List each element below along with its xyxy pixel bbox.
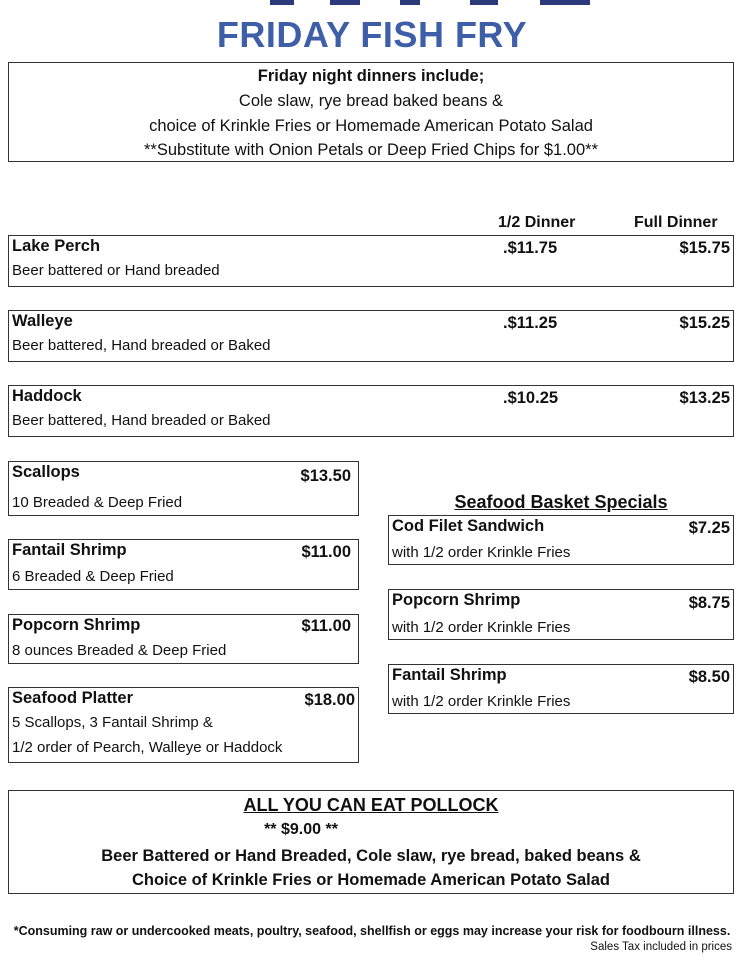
- half-price: .$11.75: [503, 239, 558, 257]
- menu-title: FRIDAY FISH FRY: [216, 14, 528, 55]
- item-seafood-platter: [8, 687, 359, 763]
- half-price: .$11.25: [503, 314, 558, 332]
- dinner-row-haddock: [8, 385, 734, 437]
- dinner-row-walleye: [8, 310, 734, 362]
- ayce-heading: ALL YOU CAN EAT POLLOCK: [243, 795, 499, 815]
- item-name: Popcorn Shrimp: [392, 591, 521, 609]
- item-desc: 6 Breaded & Deep Fried: [12, 568, 174, 585]
- item-fantail-shrimp: [8, 539, 359, 590]
- item-scallops: [8, 461, 359, 516]
- full-price: $15.25: [679, 314, 730, 332]
- all-you-can-eat-box: [8, 790, 734, 894]
- cropped-header-marks: [270, 0, 610, 6]
- intro-line-3: choice of Krinkle Fries or Homemade American Potato Salad: [149, 117, 593, 135]
- item-price: $8.50: [688, 668, 730, 686]
- item-name: Scallops: [12, 463, 80, 481]
- basket-fantail-shrimp: [388, 664, 734, 714]
- ayce-line-1: Beer Battered or Hand Breaded, Cole slaw, rye bread, baked beans &: [101, 847, 641, 865]
- full-price: $13.25: [679, 389, 730, 407]
- item-price: $18.00: [304, 691, 355, 709]
- item-desc: with 1/2 order Krinkle Fries: [392, 619, 571, 636]
- item-price: $11.00: [301, 543, 351, 561]
- item-desc: Beer battered, Hand breaded or Baked: [12, 412, 271, 429]
- item-desc: with 1/2 order Krinkle Fries: [392, 693, 571, 710]
- item-price: $13.50: [300, 467, 351, 485]
- item-name: Haddock: [12, 387, 82, 405]
- full-dinner-header: Full Dinner: [634, 214, 718, 231]
- dinner-row-lake-perch: [8, 235, 734, 287]
- ayce-line-2: Choice of Krinkle Fries or Homemade American Potato Salad: [131, 871, 611, 889]
- intro-line-4: **Substitute with Onion Petals or Deep Fried Chips for $1.00**: [144, 141, 598, 159]
- item-name: Lake Perch: [12, 237, 101, 255]
- item-desc: Beer battered, Hand breaded or Baked: [12, 337, 271, 354]
- item-name: Seafood Platter: [12, 689, 134, 707]
- intro-line-1: Friday night dinners include;: [257, 67, 485, 85]
- item-desc: 5 Scallops, 3 Fantail Shrimp &: [12, 714, 213, 731]
- half-dinner-header: 1/2 Dinner: [498, 214, 576, 231]
- item-desc-2: 1/2 order of Pearch, Walleye or Haddock: [12, 739, 283, 756]
- item-name: Walleye: [12, 312, 73, 330]
- basket-heading: Seafood Basket Specials: [454, 492, 668, 512]
- item-desc: with 1/2 order Krinkle Fries: [392, 544, 571, 561]
- item-price: $7.25: [688, 519, 730, 537]
- item-name: Fantail Shrimp: [12, 541, 127, 559]
- intro-line-2: Cole slaw, rye bread baked beans &: [238, 92, 504, 110]
- item-name: Cod Filet Sandwich: [392, 517, 545, 535]
- half-price: .$10.25: [503, 389, 559, 407]
- full-price: $15.75: [679, 239, 730, 257]
- item-desc: 8 ounces Breaded & Deep Fried: [12, 642, 227, 659]
- item-popcorn-shrimp: [8, 614, 359, 664]
- tax-note: Sales Tax included in prices: [590, 941, 732, 953]
- item-price: $11.00: [301, 617, 351, 635]
- item-name: Fantail Shrimp: [392, 666, 507, 684]
- item-name: Popcorn Shrimp: [12, 616, 141, 634]
- item-desc: 10 Breaded & Deep Fried: [12, 494, 183, 511]
- basket-cod-filet-sandwich: [388, 515, 734, 565]
- item-desc: Beer battered or Hand breaded: [12, 262, 220, 279]
- food-safety-disclaimer: *Consuming raw or undercooked meats, poultry, seafood, shellfish or eggs may increase your risk for foodbourn illness.: [13, 924, 731, 938]
- intro-box: [8, 62, 734, 162]
- item-price: $8.75: [688, 594, 730, 612]
- ayce-price: ** $9.00 **: [264, 821, 338, 838]
- basket-popcorn-shrimp: [388, 589, 734, 640]
